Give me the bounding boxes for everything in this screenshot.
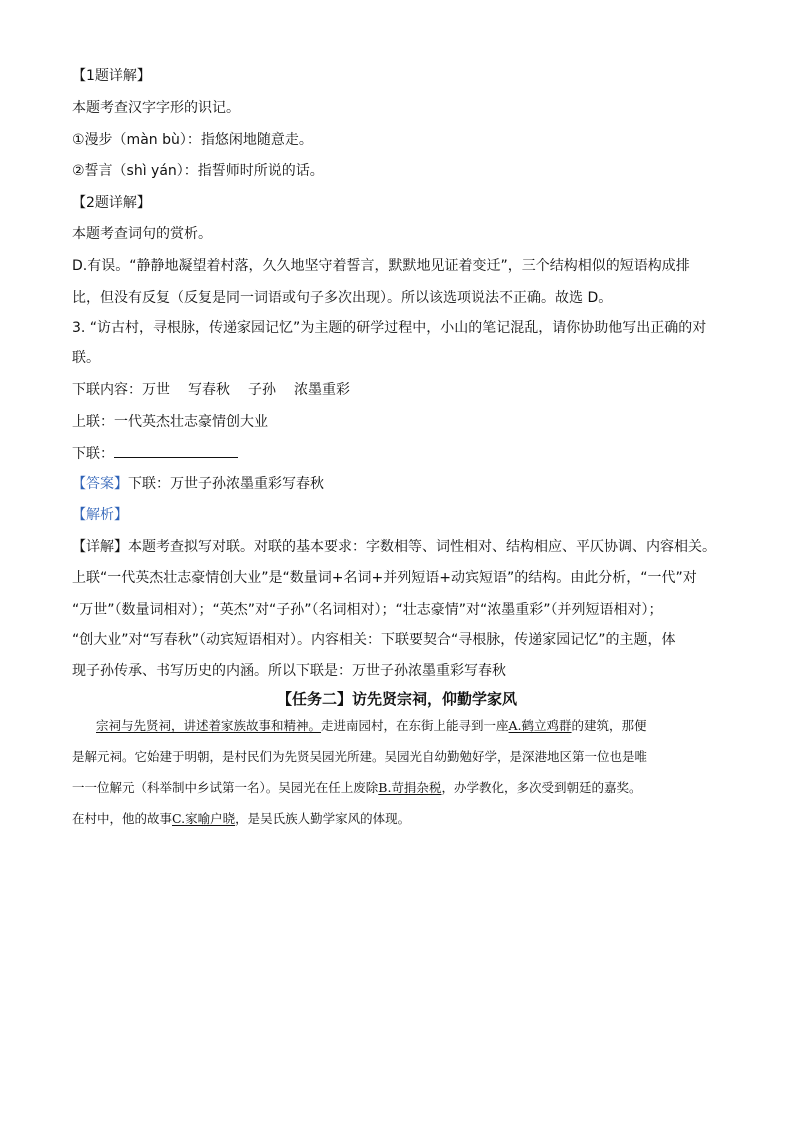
couplet-content-line <box>72 380 350 400</box>
text-span: 走进南园村，在东街上能寻到一座 <box>321 718 509 733</box>
option-a: A.鹤立鸡群 <box>508 718 572 733</box>
answer-line <box>72 474 324 494</box>
text-line: D.有误。“静静地凝望着村落，久久地坚守着誓言，默默地见证着变迁”，三个结构相似的短语构成排 <box>72 258 690 274</box>
lower-couplet-line <box>72 443 238 464</box>
text-line: 比，但没有反复（反复是同一词语或句子多次出现）。所以该选项说法不正确。故选 D。 <box>72 290 613 306</box>
task-paragraph-line: 是解元祠。它始建于明朝，是村民们为先贤吴园光所建。吴园光自幼勤勉好学，是深港地区第一位也是唯 <box>72 749 648 764</box>
answer-blank <box>114 443 238 458</box>
task-paragraph-line <box>72 778 641 798</box>
upper-couplet: 上联：一代英杰壮志豪情创大业 <box>72 414 268 430</box>
answer-label: 【答案】 <box>72 476 128 492</box>
lower-couplet-label: 下联： <box>72 446 114 462</box>
text-span: 的建筑，那便 <box>571 718 647 733</box>
analysis-label: 【解析】 <box>72 507 128 523</box>
section-label-q1: 【1题详解】 <box>72 68 151 84</box>
couplet-item: 子孙 <box>248 382 276 398</box>
text-span: ，是吴氏族人勤学家风的体现。 <box>235 811 411 826</box>
option-b: B.苛捐杂税 <box>378 780 442 795</box>
couplet-item: 万世 <box>142 382 170 398</box>
task-paragraph-line <box>96 716 647 736</box>
task-paragraph-line <box>72 809 410 829</box>
text-span: ，办学教化，多次受到朝廷的嘉奖。 <box>441 780 642 795</box>
text-line: “创大业”对“写春秋”（动宾短语相对）。内容相关：下联要契合“寻根脉，传递家园记忆”的主题，体 <box>72 632 676 648</box>
section-label-q2: 【2题详解】 <box>72 195 151 211</box>
couplet-item: 写春秋 <box>188 382 230 398</box>
underlined-sentence: 宗祠与先贤祠，讲述着家族故事和精神。 <box>96 718 322 733</box>
text-line: 上联“一代英杰壮志豪情创大业”是“数量词+名词+并列短语+动宾短语”的结构。由此分析，“一代”对 <box>72 570 697 586</box>
text-line: ②誓言（shì yán）：指誓师时所说的话。 <box>72 163 324 179</box>
text-line: ①漫步（màn bù）：指悠闲地随意走。 <box>72 132 313 148</box>
text-line: “万世”（数量词相对）；“英杰”对“子孙”（名词相对）；“壮志豪情”对“浓墨重彩”（并列短语相对）； <box>72 602 663 618</box>
text-line: 【详解】本题考查拟写对联。对联的基本要求：字数相等、词性相对、结构相应、平仄协调、内容相关。 <box>72 539 716 555</box>
text-line: 本题考查词句的赏析。 <box>72 226 212 242</box>
task-heading: 【任务二】访先贤宗祠，仰勤学家风 <box>276 690 517 708</box>
couplet-content-label: 下联内容： <box>72 382 142 398</box>
couplet-item: 浓墨重彩 <box>294 382 350 398</box>
text-span: 在村中，他的故事 <box>72 811 173 826</box>
option-c: C.家喻户晓 <box>172 811 236 826</box>
text-line: 现子孙传承、书写历史的内涵。所以下联是：万世子孙浓墨重彩写春秋 <box>72 663 506 679</box>
text-line: 本题考查汉字字形的识记。 <box>72 100 240 116</box>
answer-text: 下联：万世子孙浓墨重彩写春秋 <box>128 476 324 492</box>
question-3: 3. “访古村，寻根脉，传递家园记忆”为主题的研学过程中，小山的笔记混乱，请你协助他写出正确的对 <box>72 320 707 336</box>
text-line: 联。 <box>72 350 100 366</box>
text-span: 一一位解元（科举制中乡试第一名）。吴园光在任上废除 <box>72 780 379 795</box>
